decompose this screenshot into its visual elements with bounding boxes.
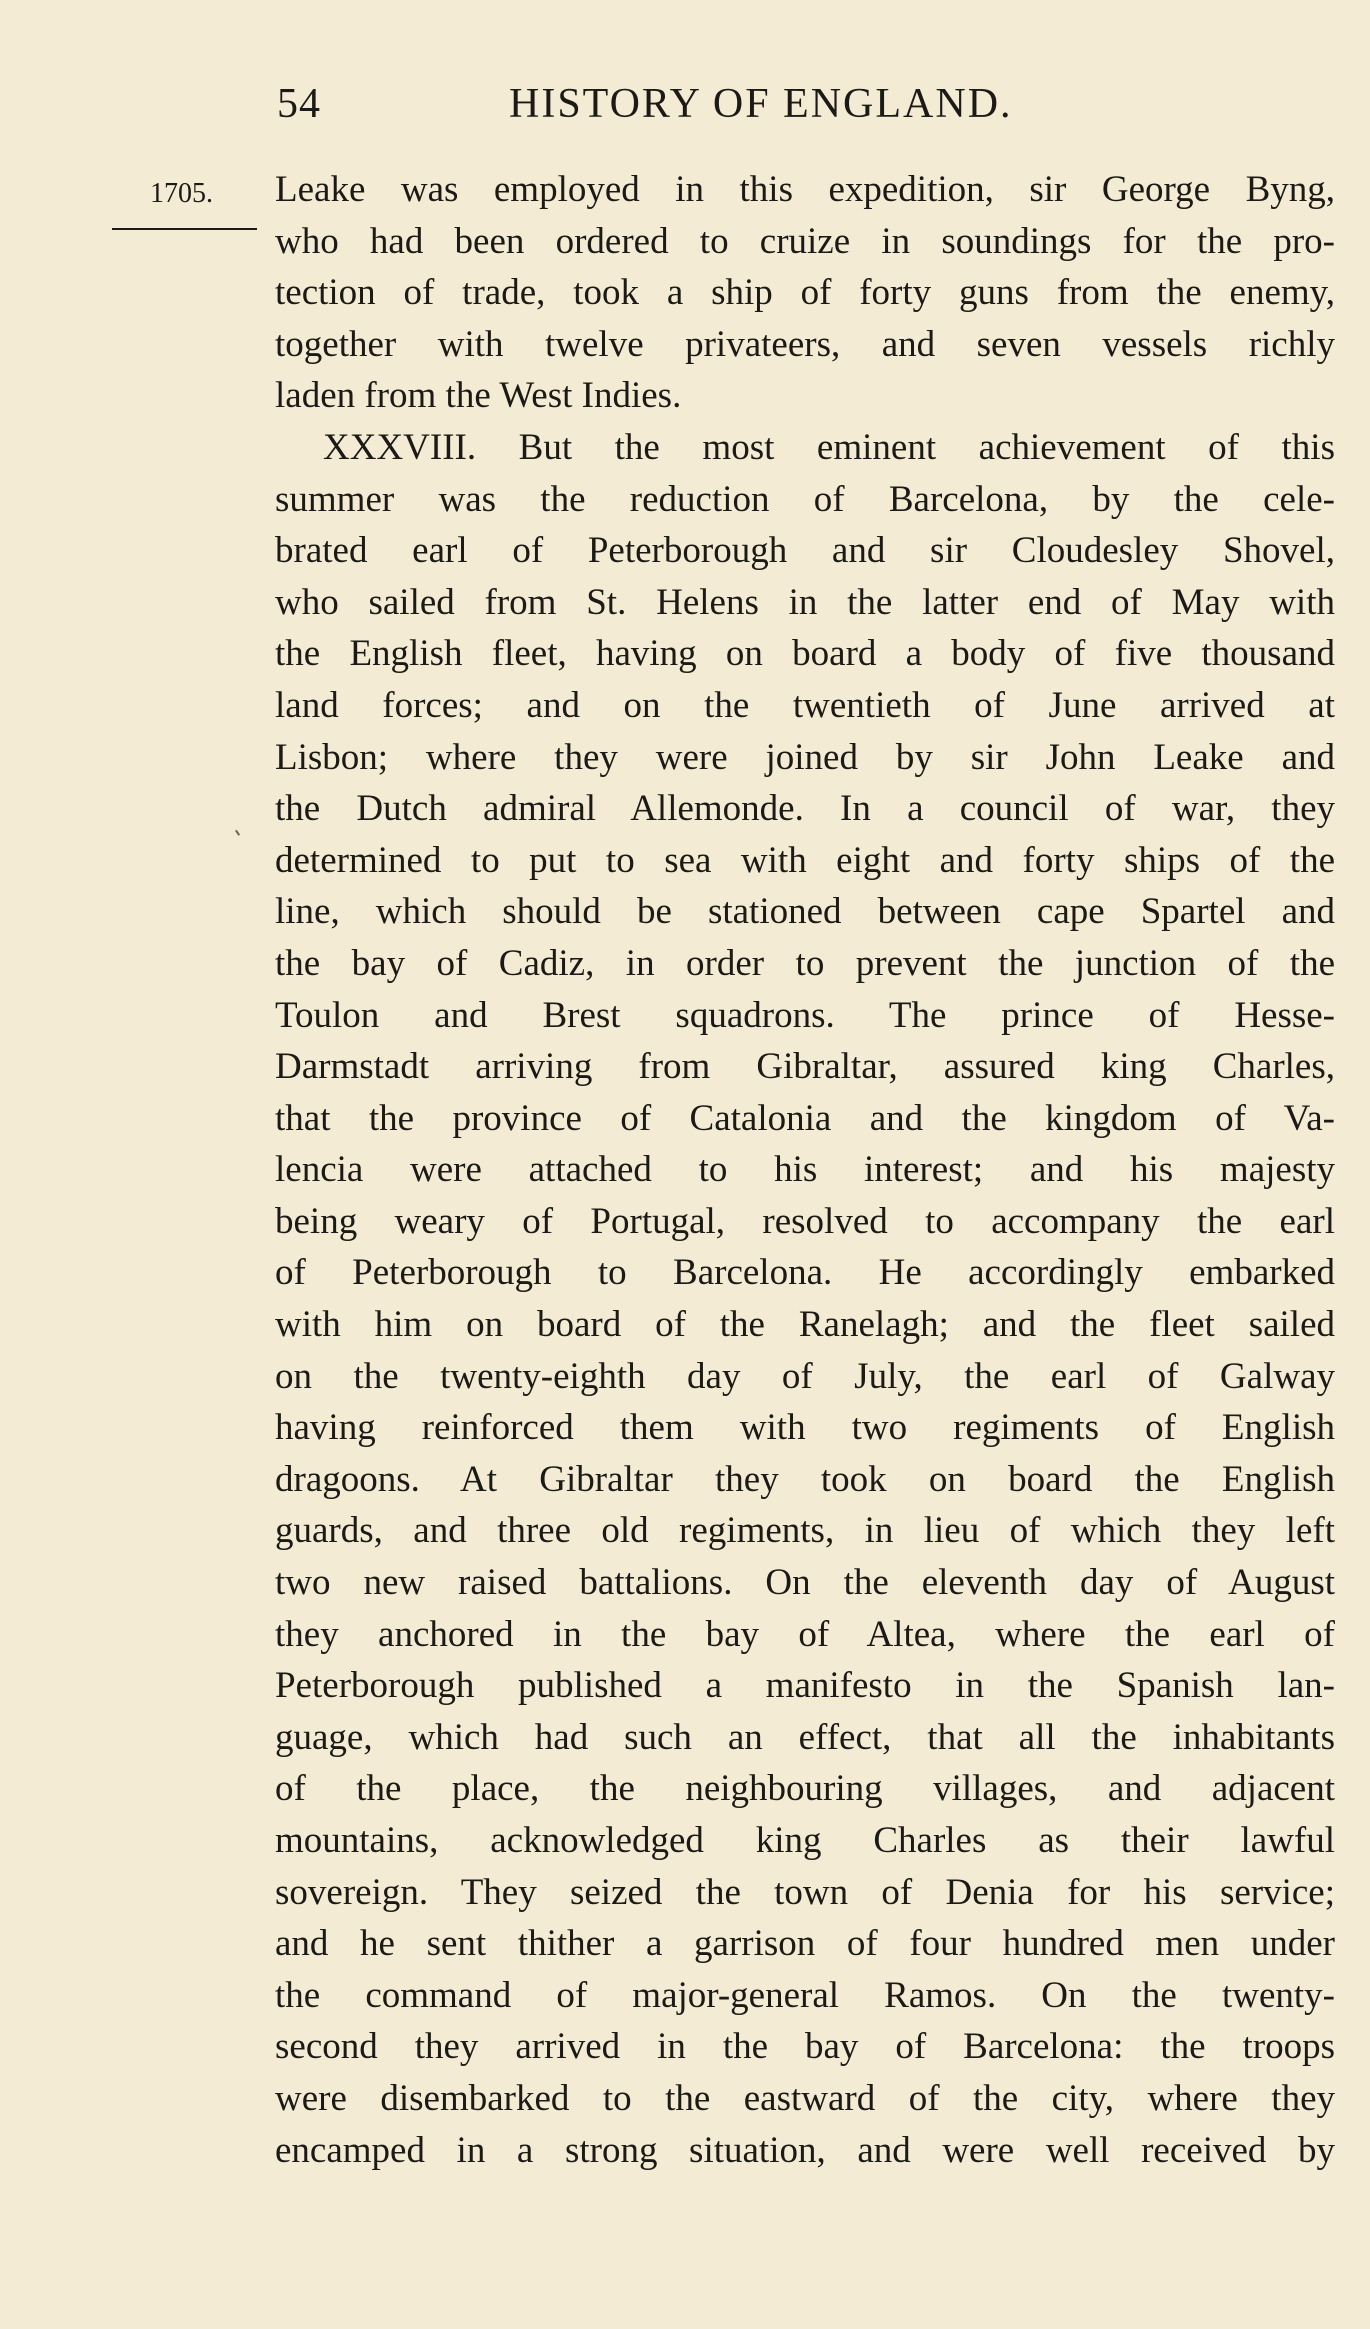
text-line: having reinforced them with two regiments of English <box>275 1407 1335 1449</box>
text-line: being weary of Portugal, resolved to accompany the earl <box>275 1200 1335 1242</box>
page-number: 54 <box>277 81 321 127</box>
text-line: determined to put to sea with eight and forty ships of the <box>275 839 1335 881</box>
text-line: line, which should be stationed between cape Spartel and <box>275 891 1335 933</box>
text-line: Peterborough published a manifesto in the Spanish lan- <box>275 1665 1335 1707</box>
text-line: second they arrived in the bay of Barcelona: the troops <box>275 2026 1335 2068</box>
text-line: together with twelve privateers, and seven vessels richly <box>275 323 1335 365</box>
text-line: the bay of Cadiz, in order to prevent the junction of the <box>275 942 1335 984</box>
text-line: guage, which had such an effect, that all the inhabitants <box>275 1716 1335 1758</box>
text-line: laden from the West Indies. <box>275 375 682 417</box>
text-line: Lisbon; where they were joined by sir John Leake and <box>275 736 1335 778</box>
text-line: that the province of Catalonia and the kingdom of Va- <box>275 1097 1335 1139</box>
text-line: on the twenty-eighth day of July, the earl of Galway <box>275 1355 1335 1397</box>
stray-ink-mark <box>235 826 245 836</box>
text-line: of Peterborough to Barcelona. He accordingly embarked <box>275 1252 1335 1294</box>
text-line: who had been ordered to cruize in soundings for the pro- <box>275 220 1335 262</box>
text-line: two new raised battalions. On the eleventh day of August <box>275 1562 1335 1604</box>
text-line: land forces; and on the twentieth of June arrived at <box>275 684 1335 726</box>
text-line: the command of major-general Ramos. On the twenty- <box>275 1974 1335 2016</box>
text-line: with him on board of the Ranelagh; and the fleet sailed <box>275 1304 1335 1346</box>
text-line: the English fleet, having on board a body of five thousand <box>275 633 1335 675</box>
page-header-title: HISTORY OF ENGLAND. <box>509 81 1013 127</box>
text-line: tection of trade, took a ship of forty guns from the enemy, <box>275 272 1335 314</box>
text-line: of the place, the neighbouring villages, and adjacent <box>275 1768 1335 1810</box>
body-text <box>275 164 1335 2176</box>
margin-rule <box>112 228 257 230</box>
text-line: they anchored in the bay of Altea, where the earl of <box>275 1613 1335 1655</box>
text-line: the Dutch admiral Allemonde. In a council of war, they <box>275 788 1335 830</box>
text-line: guards, and three old regiments, in lieu of which they left <box>275 1510 1335 1552</box>
paragraph-start-line: XXXVIII. But the most eminent achievement of this <box>323 426 1335 468</box>
text-line: Darmstadt arriving from Gibraltar, assured king Charles, <box>275 1046 1335 1088</box>
text-line: lencia were attached to his interest; and his majesty <box>275 1149 1335 1191</box>
running-head <box>277 80 1097 140</box>
margin-year-note: 1705. <box>150 178 213 209</box>
text-line: encamped in a strong situation, and were well received by <box>275 2129 1335 2171</box>
text-line: who sailed from St. Helens in the latter end of May with <box>275 581 1335 623</box>
text-line: mountains, acknowledged king Charles as their lawful <box>275 1820 1335 1861</box>
text-line: brated earl of Peterborough and sir Cloudesley Shovel, <box>275 530 1335 572</box>
text-line: and he sent thither a garrison of four hundred men under <box>275 1923 1335 1965</box>
text-line: Toulon and Brest squadrons. The prince of Hesse- <box>275 994 1335 1036</box>
text-line: Leake was employed in this expedition, sir George Byng, <box>275 169 1335 210</box>
text-line: were disembarked to the eastward of the city, where they <box>275 2077 1335 2119</box>
text-line: dragoons. At Gibraltar they took on board the English <box>275 1458 1335 1500</box>
text-line: sovereign. They seized the town of Denia for his service; <box>275 1871 1335 1913</box>
text-line: summer was the reduction of Barcelona, by the cele- <box>275 478 1335 520</box>
